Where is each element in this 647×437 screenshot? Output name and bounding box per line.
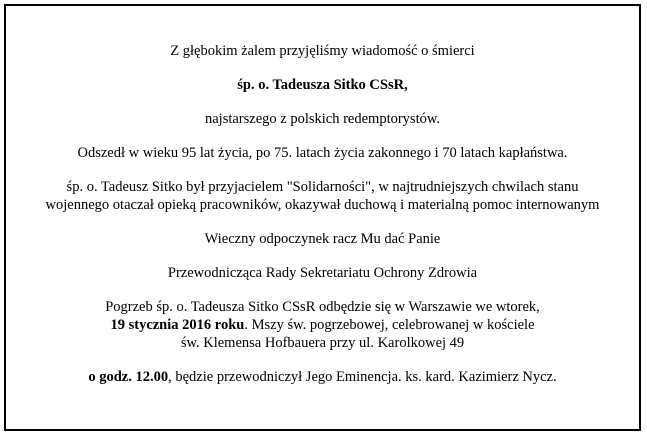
funeral-line-3: św. Klemensa Hofbauera przy ul. Karolkowej 49 (180, 335, 465, 351)
descriptor-text: najstarszego z polskich redemptorystów. (204, 111, 441, 127)
time-line (6, 368, 639, 386)
celebrant-text: , będzie przewodniczył Jego Eminencja. ks. kard. Kazimierz Nycz. (168, 369, 557, 385)
signature-paragraph (6, 264, 639, 282)
age-text: Odszedł w wieku 95 lat życia, po 75. latach życia zakonnego i 70 latach kapłaństwa. (77, 145, 568, 161)
funeral-date: 19 stycznia 2016 roku (110, 317, 245, 333)
deceased-name-paragraph (6, 76, 639, 94)
funeral-time: o godz. 12.00 (88, 369, 169, 385)
obituary-frame (4, 4, 641, 431)
obituary-text (6, 42, 639, 402)
funeral-line-2 (6, 316, 639, 334)
signature-text: Przewodnicząca Rady Sekretariatu Ochrony Zdrowia (167, 265, 478, 281)
prayer-paragraph (6, 230, 639, 248)
prayer-text: Wieczny odpoczynek racz Mu dać Panie (204, 231, 441, 247)
funeral-line-1: Pogrzeb śp. o. Tadeusza Sitko CSsR odbędzie się w Warszawie we wtorek, (105, 299, 540, 315)
solidarity-paragraph (6, 178, 639, 214)
descriptor-paragraph (6, 110, 639, 128)
funeral-line-2-rest: . Mszy św. pogrzebowej, celebrowanej w kościele (244, 317, 535, 333)
intro-paragraph (6, 42, 639, 60)
time-paragraph (6, 368, 639, 386)
solidarity-line-1: śp. o. Tadeusz Sitko był przyjacielem "Solidarności", w najtrudniejszych chwilach stanu (66, 179, 579, 195)
intro-text: Z głębokim żalem przyjęliśmy wiadomość o śmierci (170, 43, 475, 59)
solidarity-line-2: wojennego otaczał opieką pracowników, okazywał duchową i materialną pomoc internowanym (45, 197, 600, 213)
age-paragraph (6, 144, 639, 162)
deceased-name: śp. o. Tadeusza Sitko CSsR, (237, 77, 408, 93)
funeral-paragraph (6, 298, 639, 352)
